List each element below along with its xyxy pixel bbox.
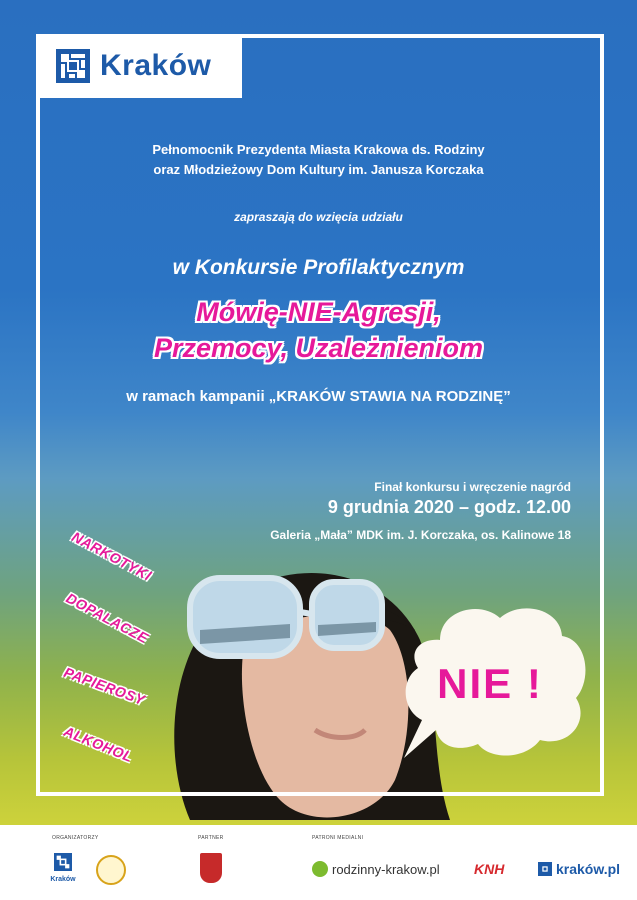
tag-dopalacze: DOPALACZE (63, 589, 152, 647)
krakow-pl-icon (538, 862, 552, 876)
title-line-1: Mówię-NIE-Agresji, (196, 297, 441, 327)
rodzinny-icon (312, 861, 328, 877)
title-line-2: Przemocy, Uzależnieniom (153, 333, 484, 363)
krakow-logo (36, 34, 242, 98)
footer-sponsors (0, 825, 637, 900)
final-place: Galeria „Mała” MDK im. J. Korczaka, os. Kalinowe 18 (270, 528, 571, 542)
label-organizers: ORGANIZATORZY (52, 835, 99, 841)
krakow-pl-text: kraków.pl (556, 861, 621, 877)
krakow-small-logo (48, 853, 78, 883)
label-partner: PARTNER (198, 835, 224, 841)
final-label: Finał konkursu i wręczenie nagród (374, 480, 571, 494)
partner-crest-icon (200, 853, 222, 883)
krakow-mark-icon (56, 49, 90, 83)
tag-narkotyki: NARKOTYKI (69, 528, 155, 584)
krakow-small-text: Kraków (50, 876, 76, 883)
krakow-mark-small-icon (54, 853, 72, 871)
tag-papierosy: PAPIEROSY (61, 663, 148, 709)
rodzinny-krakow-logo (312, 861, 440, 877)
organizers-line-1: Pełnomocnik Prezydenta Miasta Krakowa ds. Rodziny (152, 142, 485, 157)
logo-text: Kraków (100, 49, 212, 82)
contest-label: w Konkursie Profilaktycznym (172, 256, 465, 279)
krakow-pl-logo (538, 861, 620, 877)
label-media: PATRONI MEDIALNI (312, 835, 364, 841)
organizers-text (0, 140, 637, 180)
contest-title (0, 294, 637, 366)
final-date: 9 grudnia 2020 – godz. 12.00 (327, 497, 571, 517)
knh-logo: KNH (474, 861, 505, 877)
organizers-line-2: oraz Młodzieżowy Dom Kultury im. Janusza Korczaka (153, 162, 484, 177)
bubble-text: NIE ! (437, 660, 543, 707)
campaign-text: w ramach kampanii „KRAKÓW STAWIA NA RODZINĘ” (126, 388, 511, 405)
rodzinny-text: rodzinny-krakow.pl (332, 861, 440, 877)
mdk-seal-icon (96, 855, 126, 885)
tag-alkohol: ALKOHOL (61, 722, 136, 766)
invite-text: zapraszają do wzięcia udziału (234, 210, 403, 224)
